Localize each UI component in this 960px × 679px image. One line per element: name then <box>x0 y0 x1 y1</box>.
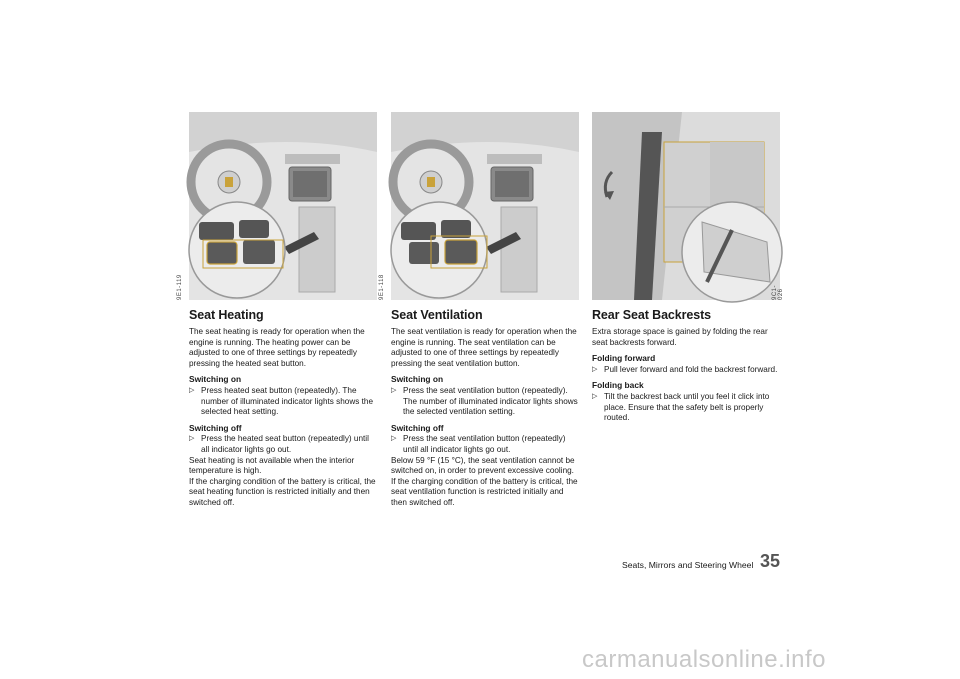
section-heading-seat-heating: Seat Heating <box>189 308 264 322</box>
step-item <box>391 434 579 455</box>
subheading-switching-on: Switching on <box>189 374 242 385</box>
seat-ventilation-illustration <box>379 112 579 300</box>
note-text: If the charging condition of the battery is critical, the seat heating function is restricted initially and then switched off. <box>189 476 376 507</box>
step-marker-icon: ▷ <box>391 435 397 443</box>
subheading-switching-off: Switching off <box>189 422 242 433</box>
footer-section-title: Seats, Mirrors and Steering Wheel <box>622 560 754 570</box>
note-text: Below 59 °F (15 °C), the seat ventilation cannot be switched on, in order to prevent excessive cooling. <box>391 455 575 476</box>
step-item <box>391 386 579 418</box>
step-marker-icon: ▷ <box>592 392 598 400</box>
column-rear-seat-backrests <box>592 112 784 424</box>
step-text: Press the seat ventilation button (repeatedly). The number of illuminated indicator lights shows the selected ventilation setting. <box>403 385 578 417</box>
paragraph-intro: The seat heating is ready for operation when the engine is running. The heating power can be adjusted to one of three settings by repeatedly pressing the heated seat button. <box>189 327 365 368</box>
step-marker-icon: ▷ <box>189 386 195 394</box>
step-text: Press the seat ventilation button (repeatedly) until all indicator lights go out. <box>403 434 566 454</box>
rear-seat-illustration <box>592 112 784 300</box>
seat-heating-illustration <box>177 112 377 300</box>
subheading-folding-forward: Folding forward <box>592 353 656 364</box>
note-text: Seat heating is not available when the interior temperature is high. <box>189 455 355 476</box>
step-marker-icon: ▷ <box>391 386 397 394</box>
column-seat-heating <box>177 112 377 509</box>
section-heading-seat-ventilation: Seat Ventilation <box>391 308 483 322</box>
step-item <box>189 434 377 455</box>
subheading-switching-off: Switching off <box>391 422 444 433</box>
page-number: 35 <box>760 551 781 571</box>
note-text: If the charging condition of the battery is critical, the seat ventilation function is restricted initially and then switched off. <box>391 476 578 507</box>
step-marker-icon: ▷ <box>189 435 195 443</box>
figure-code: 9E1-119 <box>177 274 183 300</box>
watermark-text: carmanualsonline.info <box>582 646 826 673</box>
step-text: Press the heated seat button (repeatedly) until all indicator lights go out. <box>201 434 369 454</box>
subheading-folding-back: Folding back <box>592 380 644 391</box>
step-marker-icon: ▷ <box>592 365 598 373</box>
step-text: Tilt the backrest back until you feel it click into place. Ensure that the safety belt is properly routed. <box>604 391 770 423</box>
step-text: Pull lever forward and fold the backrest forward. <box>604 364 778 374</box>
paragraph-intro: Extra storage space is gained by folding the rear seat backrests forward. <box>592 327 768 347</box>
figure-code: 9C1-026 <box>772 284 784 300</box>
step-item <box>592 365 780 376</box>
section-heading-rear-seat-backrests: Rear Seat Backrests <box>592 308 712 322</box>
step-text: Press heated seat button (repeatedly). The number of illuminated indicator lights shows the selected heat setting. <box>201 385 374 417</box>
column-seat-ventilation <box>379 112 579 509</box>
step-item <box>189 386 377 418</box>
figure-code: 9E1-118 <box>379 274 385 300</box>
step-item <box>592 392 780 424</box>
subheading-switching-on: Switching on <box>391 374 444 385</box>
paragraph-intro: The seat ventilation is ready for operation when the engine is running. The seat ventilation can be adjusted to one of three settings by repeatedly pressing the seat ventilation button. <box>391 327 577 368</box>
